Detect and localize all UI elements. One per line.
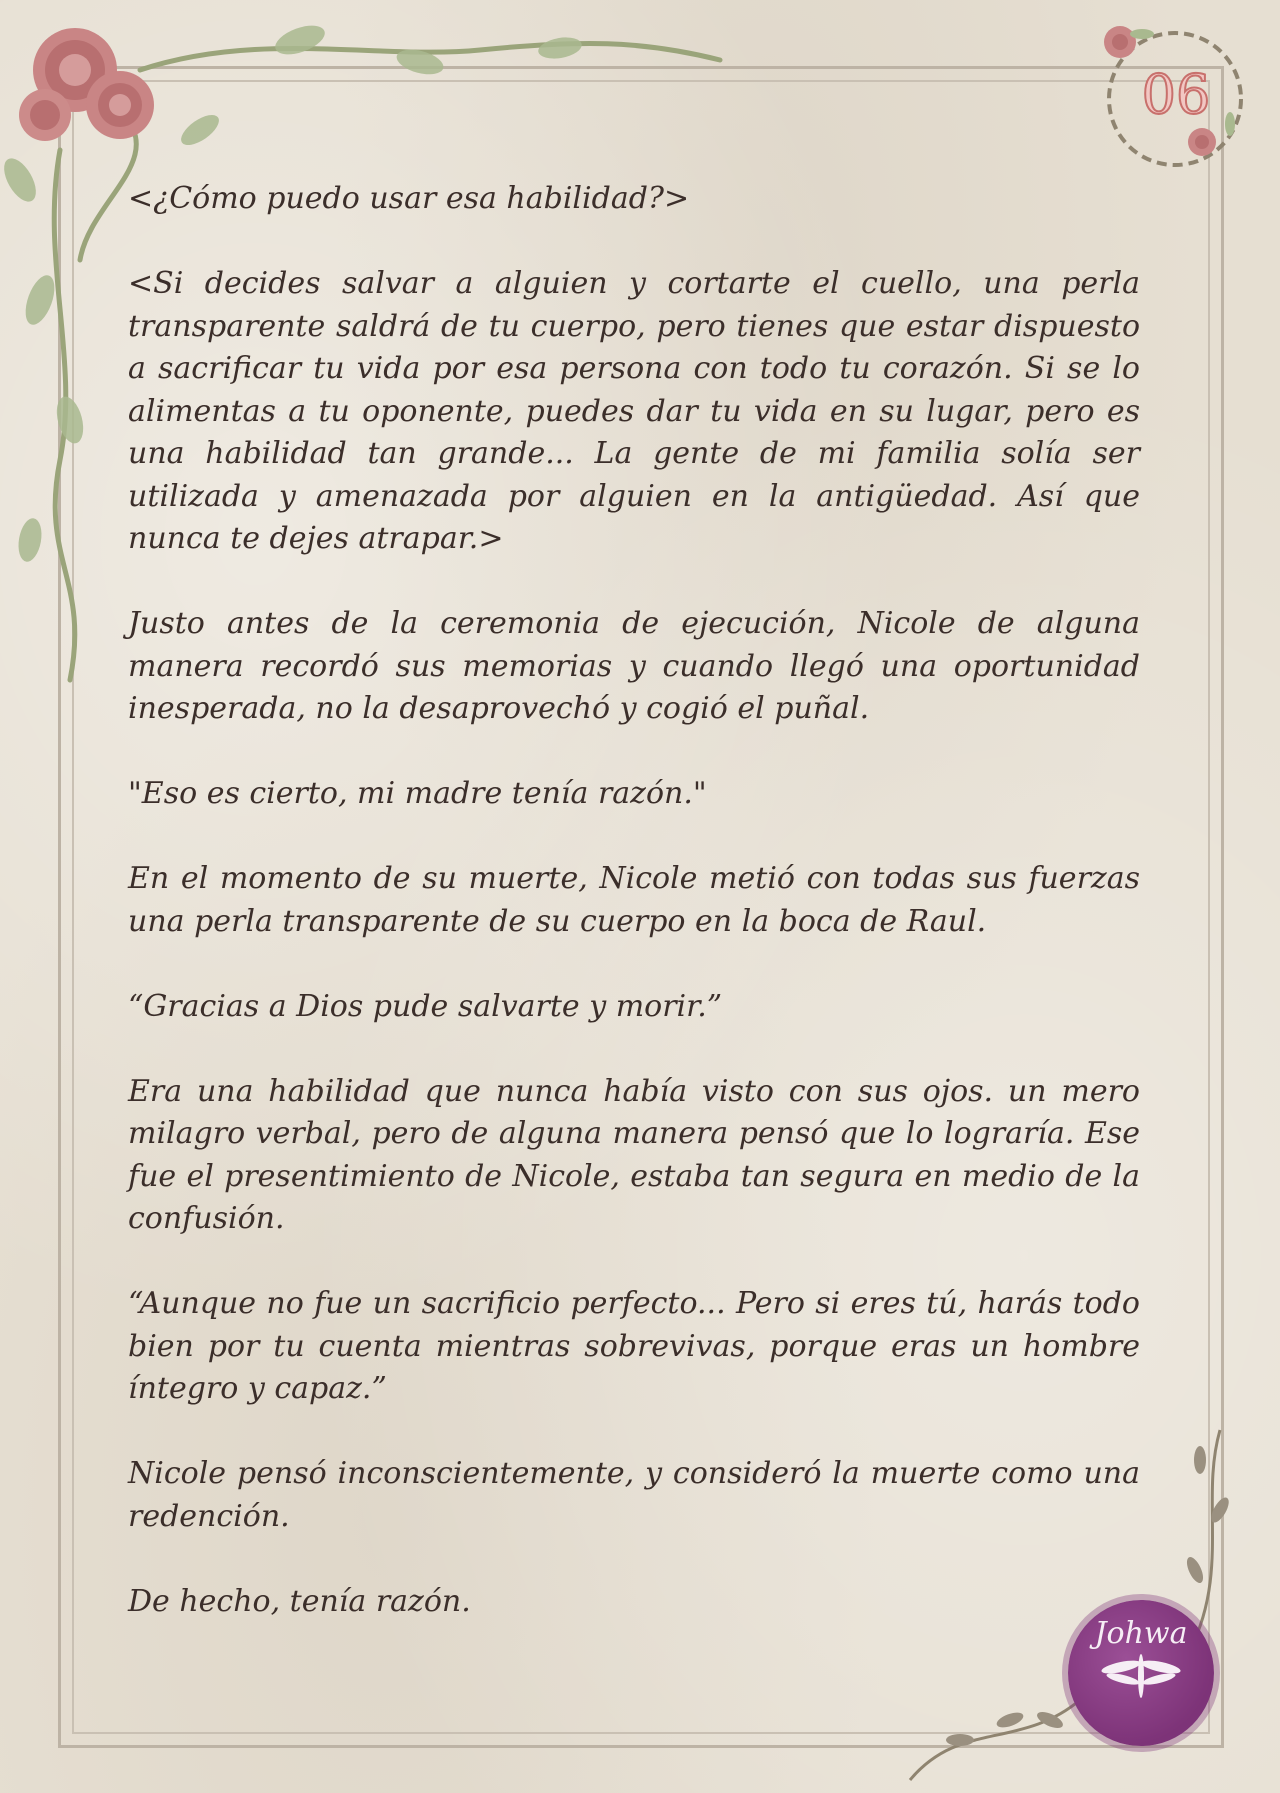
page-number: 06 xyxy=(1141,62,1211,126)
paragraph: De hecho, tenía razón. xyxy=(128,1583,471,1619)
paragraph: En el momento de su muerte, Nicole metió con todas sus fuerzas una perla transparente de su cuerpo en la boca de Raul. xyxy=(128,861,1140,939)
story-text xyxy=(128,178,1140,1623)
paragraph: Nicole pensó inconscientemente, y consideró la muerte como una redención. xyxy=(128,1456,1140,1534)
paragraph: <Si decides salvar a alguien y cortarte el cuello, una perla transparente saldrá de tu cuerpo, pero tienes que estar dispuesto a sacrificar tu vida por esa persona con todo tu corazón. Si se lo alimentas a tu oponente, puedes dar tu vida en su lugar, pero es una habilidad tan grande... La gente de mi familia solía ser utilizada y amenazada por alguien en la antigüedad. Así que nunca te dejes atrapar.> xyxy=(128,266,1140,556)
paragraph: Era una habilidad que nunca había visto con sus ojos. un mero milagro verbal, pero de alguna manera pensó que lo lograría. Ese fue el presentimiento de Nicole, estaba tan segura en medio de la confusión. xyxy=(128,1073,1140,1236)
paragraph: <¿Cómo puedo usar esa habilidad?> xyxy=(128,181,690,216)
paragraph: "Eso es cierto, mi madre tenía razón." xyxy=(128,776,707,811)
logo-text: Johwa xyxy=(1094,1616,1188,1651)
paragraph: “Aunque no fue un sacrificio perfecto... Pero si eres tú, harás todo bien por tu cuenta mientras sobrevivas, porque eras un hombre íntegro y capaz.” xyxy=(128,1286,1140,1406)
paragraph: Justo antes de la ceremonia de ejecución, Nicole de alguna manera recordó sus memorias y cuando llegó una oportunidad inesperada, no la desaprovechó y cogió el puñal. xyxy=(128,606,1140,726)
paragraph: “Gracias a Dios pude salvarte y morir.” xyxy=(128,988,723,1024)
johwa-logo xyxy=(1068,1600,1214,1746)
dragonfly-icon xyxy=(1096,1651,1186,1701)
